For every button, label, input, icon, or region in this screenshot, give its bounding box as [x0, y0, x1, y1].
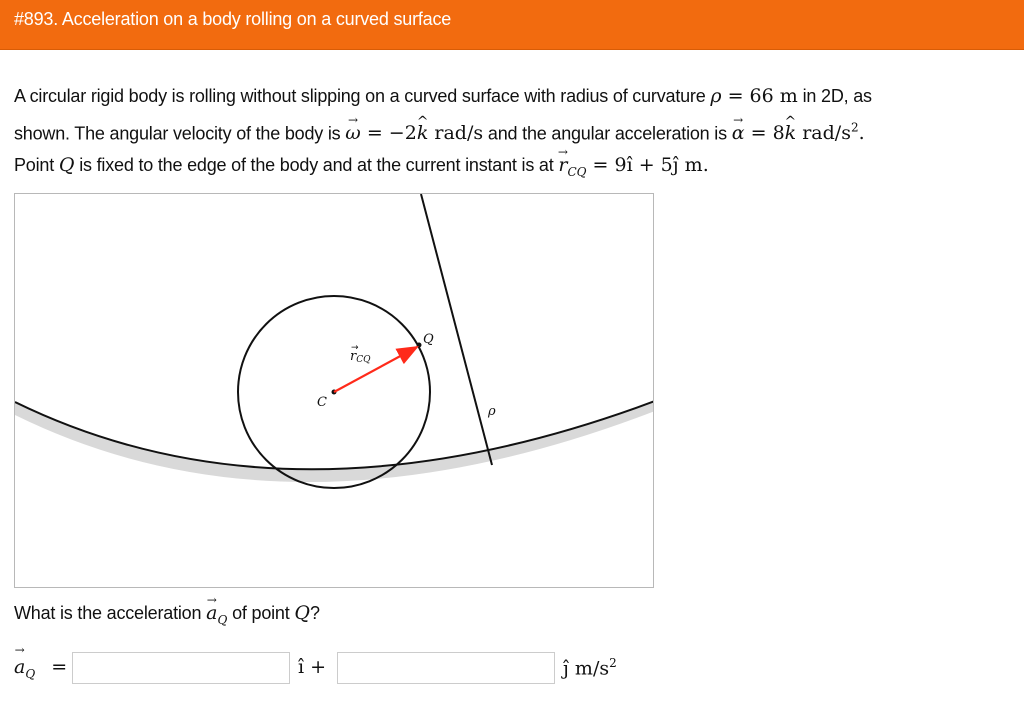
i-unit-label: ı̂ +: [298, 656, 327, 678]
problem-figure: [14, 193, 654, 588]
j-component-input[interactable]: [337, 652, 555, 684]
problem-title: #893. Acceleration on a body rolling on a curved surface: [14, 9, 452, 29]
rcq-label-arrow: →: [351, 343, 359, 353]
point-q-dot: [417, 343, 422, 348]
i-component-input[interactable]: [72, 652, 290, 684]
point-q-label: Q: [423, 332, 434, 347]
problem-statement: [14, 80, 1004, 188]
problem-header: [0, 0, 1024, 50]
question-prompt: What is the acceleration → $a_Q$ of point Q?: [14, 598, 320, 635]
problem-line-3: Point Q is fixed to the edge of the body and at the current instant is at → $r_{CQ}$ = 9ı̂ + 5ȷ̂ m.: [14, 149, 1004, 188]
center-c-label: C: [317, 395, 327, 410]
answer-row: [14, 650, 714, 688]
rolling-body-diagram: [15, 194, 654, 588]
rho-label: ρ: [488, 404, 496, 419]
problem-line-1: A circular rigid body is rolling without slipping on a curved surface with radius of curvature ρ = 66 m in 2D, as: [14, 85, 872, 107]
answer-lhs: → $a_Q$ =: [14, 656, 67, 681]
rcq-label: rCQ: [350, 349, 371, 365]
problem-line-2: shown. The angular velocity of the body is → ω = −2^ k rad/s and the angular acceleration is → α = 8^ k rad/$s^2$.: [14, 112, 1004, 149]
radius-of-curvature-line: [421, 194, 492, 465]
j-unit-label: ȷ̂ $m/s^2$: [563, 656, 617, 680]
rcq-vector-arrow: [334, 347, 417, 392]
